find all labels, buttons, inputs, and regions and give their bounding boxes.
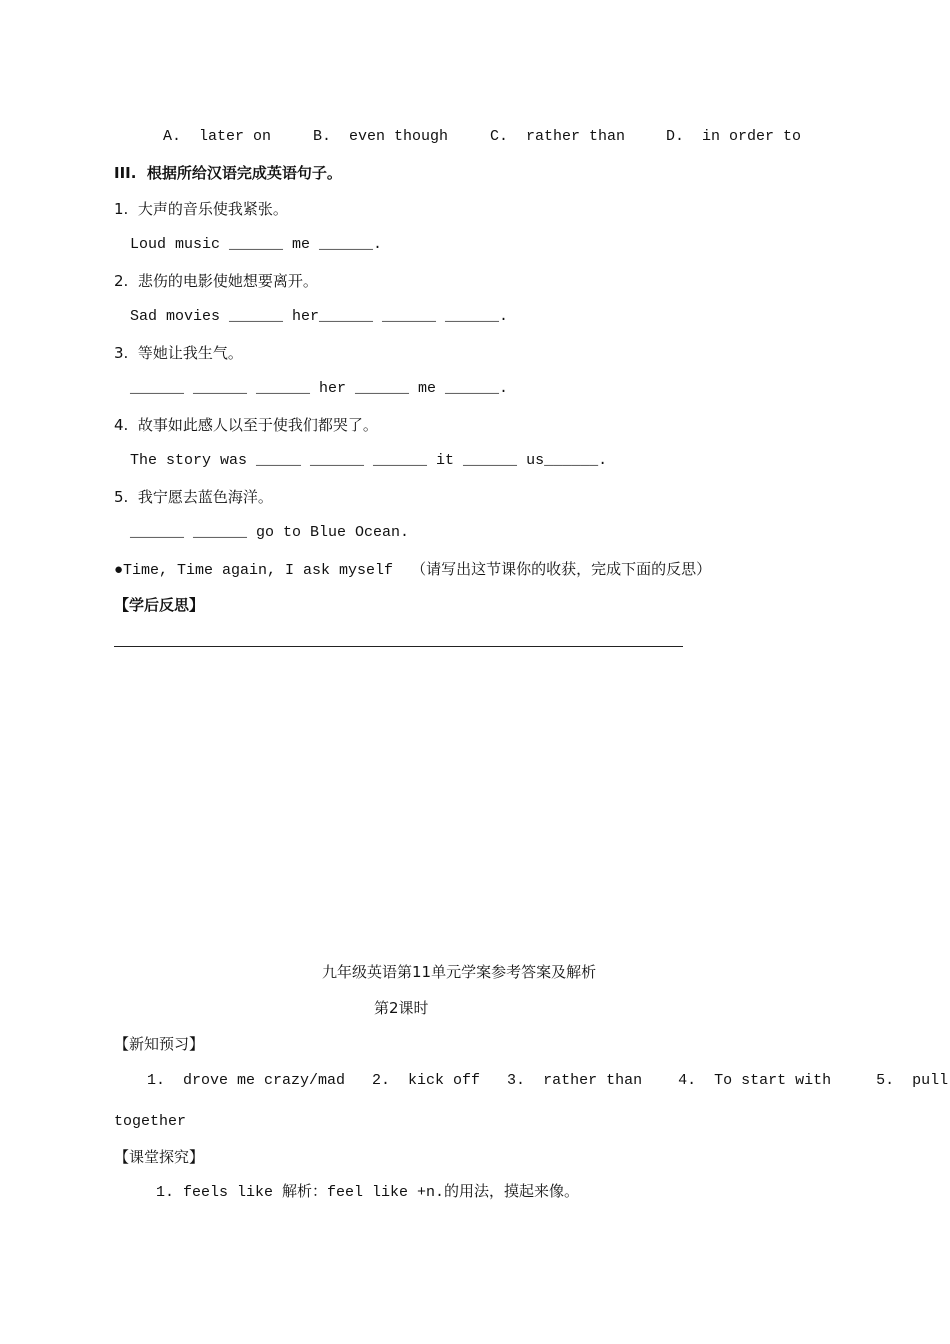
option-d: D. in order to: [666, 128, 802, 145]
preview-answers-line2: together: [114, 1113, 187, 1130]
lesson-label: 第2课时: [374, 999, 429, 1017]
item-2-chinese: 2. 悲伤的电影使她想要离开。: [114, 272, 318, 290]
option-c: C. rather than: [490, 128, 626, 145]
reflection-prompt-en: ●Time, Time again, I ask myself: [114, 562, 394, 579]
item-4-chinese: 4. 故事如此感人以至于使我们都哭了。: [114, 416, 378, 434]
option-a: A. later on: [163, 128, 272, 145]
item-1-chinese: 1. 大声的音乐使我紧张。: [114, 200, 288, 218]
option-b: B. even though: [313, 128, 449, 145]
reflection-prompt: [114, 559, 711, 581]
preview-answers-line1: 1. drove me crazy/mad 2. kick off 3. rather than 4. To start with 5. pull: [147, 1072, 949, 1089]
reflection-answer-line[interactable]: [114, 646, 683, 647]
answer-title: 九年级英语第11单元学案参考答案及解析: [322, 963, 597, 981]
reflection-prompt-cn: （请写出这节课你的收获，完成下面的反思）: [411, 560, 712, 578]
item-3-chinese: 3. 等她让我生气。: [114, 344, 243, 362]
item-3-english: ______ ______ ______ her ______ me ______.: [130, 380, 509, 397]
class-heading: 【课堂探究】: [114, 1148, 205, 1166]
item-5-chinese: 5. 我宁愿去蓝色海洋。: [114, 488, 273, 506]
item-5-english: ______ ______ go to Blue Ocean.: [130, 524, 410, 541]
section-heading: III. 根据所给汉语完成英语句子。: [114, 164, 342, 182]
class-answer-1: 1. feels like 解析：feel like +n.的用法，摸起来像。: [156, 1184, 580, 1201]
item-4-english: The story was _____ ______ ______ it ______ us______.: [130, 452, 608, 469]
item-2-english: Sad movies ______ her______ ______ ______.: [130, 308, 509, 325]
reflection-heading: 【学后反思】: [114, 596, 205, 614]
item-1-english: Loud music ______ me ______.: [130, 236, 383, 253]
preview-heading: 【新知预习】: [114, 1035, 205, 1053]
